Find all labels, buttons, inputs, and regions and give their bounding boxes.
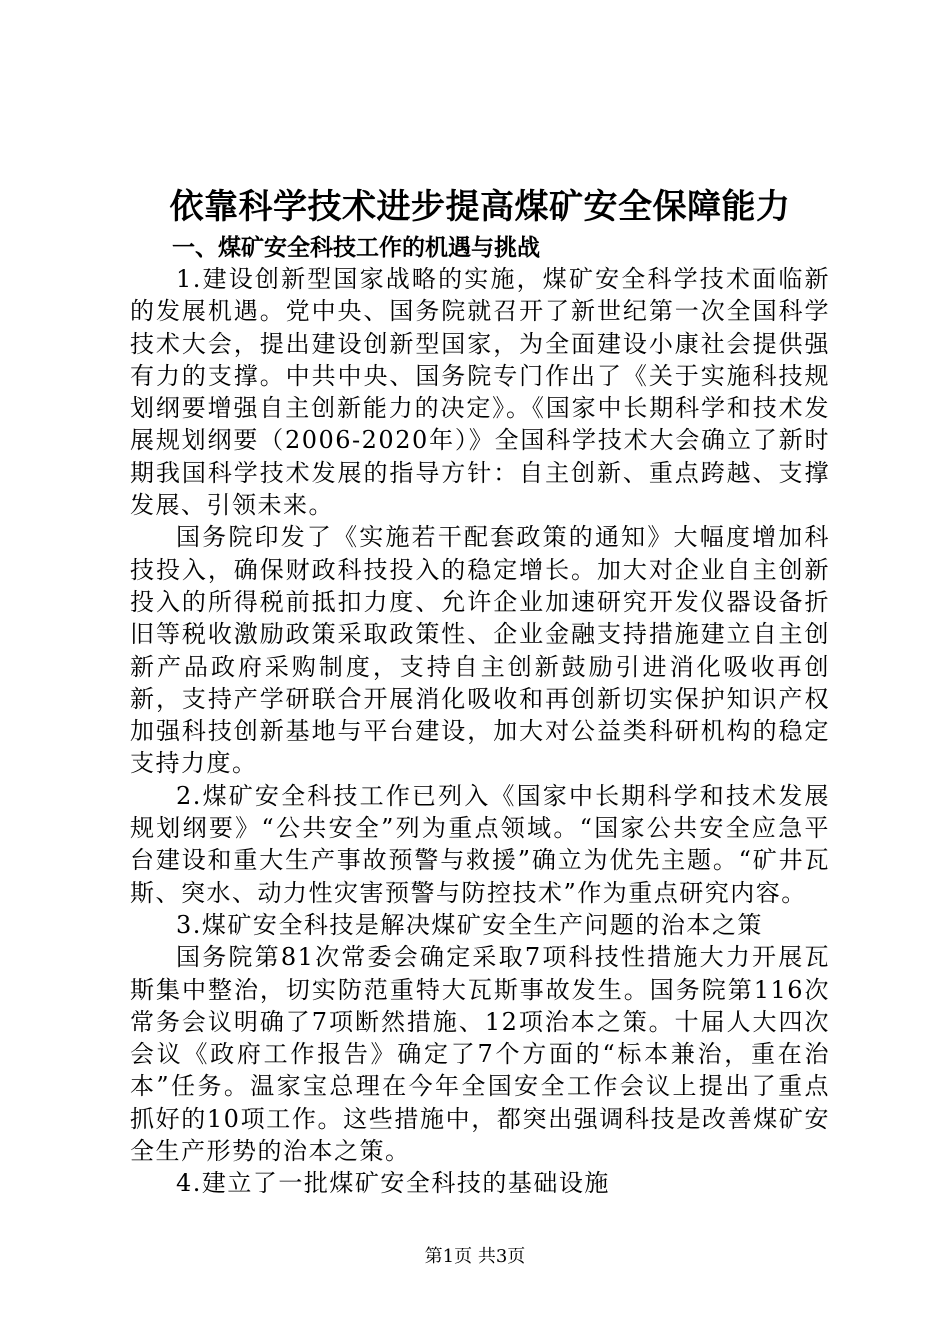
paragraph-1: 1.建设创新型国家战略的实施，煤矿安全科学技术面临新的发展机遇。党中央、国务院就召开了新世纪第一次全国科学技术大会，提出建设创新型国家，为全面建设小康社会提供强有力的支撑。中共中央、国务院专门作出了《关于实施科技规划纲要增强自主创新能力的决定》。《国家中长期科学和技术发展规划纲要（2006-2020年）》全国科学技术大会确立了新时期我国科学技术发展的指导方针：自主创新、重点跨越、支撑发展、引领未来。 [130, 265, 830, 520]
paragraph-2: 国务院印发了《实施若干配套政策的通知》大幅度增加科技投入，确保财政科技投入的稳定增长。加大对企业自主创新投入的所得税前抵扣力度、允许企业加速研究开发仪器设备折旧等税收激励政策采取政策性、企业金融支持措施建立自主创新产品政府采购制度，支持自主创新鼓励引进消化吸收再创新，支持产学研联合开展消化吸收和再创新切实保护知识产权加强科技创新基地与平台建设，加大对公益类科研机构的稳定支持力度。 [130, 523, 830, 778]
page-footer: 第1页 共3页 [424, 1246, 526, 1267]
paragraph-6: 4.建立了一批煤矿安全科技的基础设施 [176, 1169, 610, 1198]
paragraph-4: 3.煤矿安全科技是解决煤矿安全生产问题的治本之策 [176, 910, 763, 939]
paragraph-5: 国务院第81次常委会确定采取7项科技性措施大力开展瓦斯集中整治，切实防范重特大瓦斯事故发生。国务院第116次常务会议明确了7项断然措施、12项治本之策。十届人大四次会议《政府工作报告》确定了7个方面的“标本兼治，重在治本”任务。温家宝总理在今年全国安全工作会议上提出了重点抓好的10项工作。这些措施中，都突出强调科技是改善煤矿安全生产形势的治本之策。 [130, 943, 830, 1166]
paragraph-3: 2.煤矿安全科技工作已列入《国家中长期科学和技术发展规划纲要》“公共安全”列为重点领域。“国家公共安全应急平台建设和重大生产事故预警与救援”确立为优先主题。“矿井瓦斯、突水、动力性灾害预警与防控技术”作为重点研究内容。 [130, 781, 830, 907]
document-title: 依靠科学技术进步提高煤矿安全保障能力 [169, 187, 791, 227]
section-heading: 一、煤矿安全科技工作的机遇与挑战 [172, 235, 540, 261]
document-body [130, 183, 830, 1200]
